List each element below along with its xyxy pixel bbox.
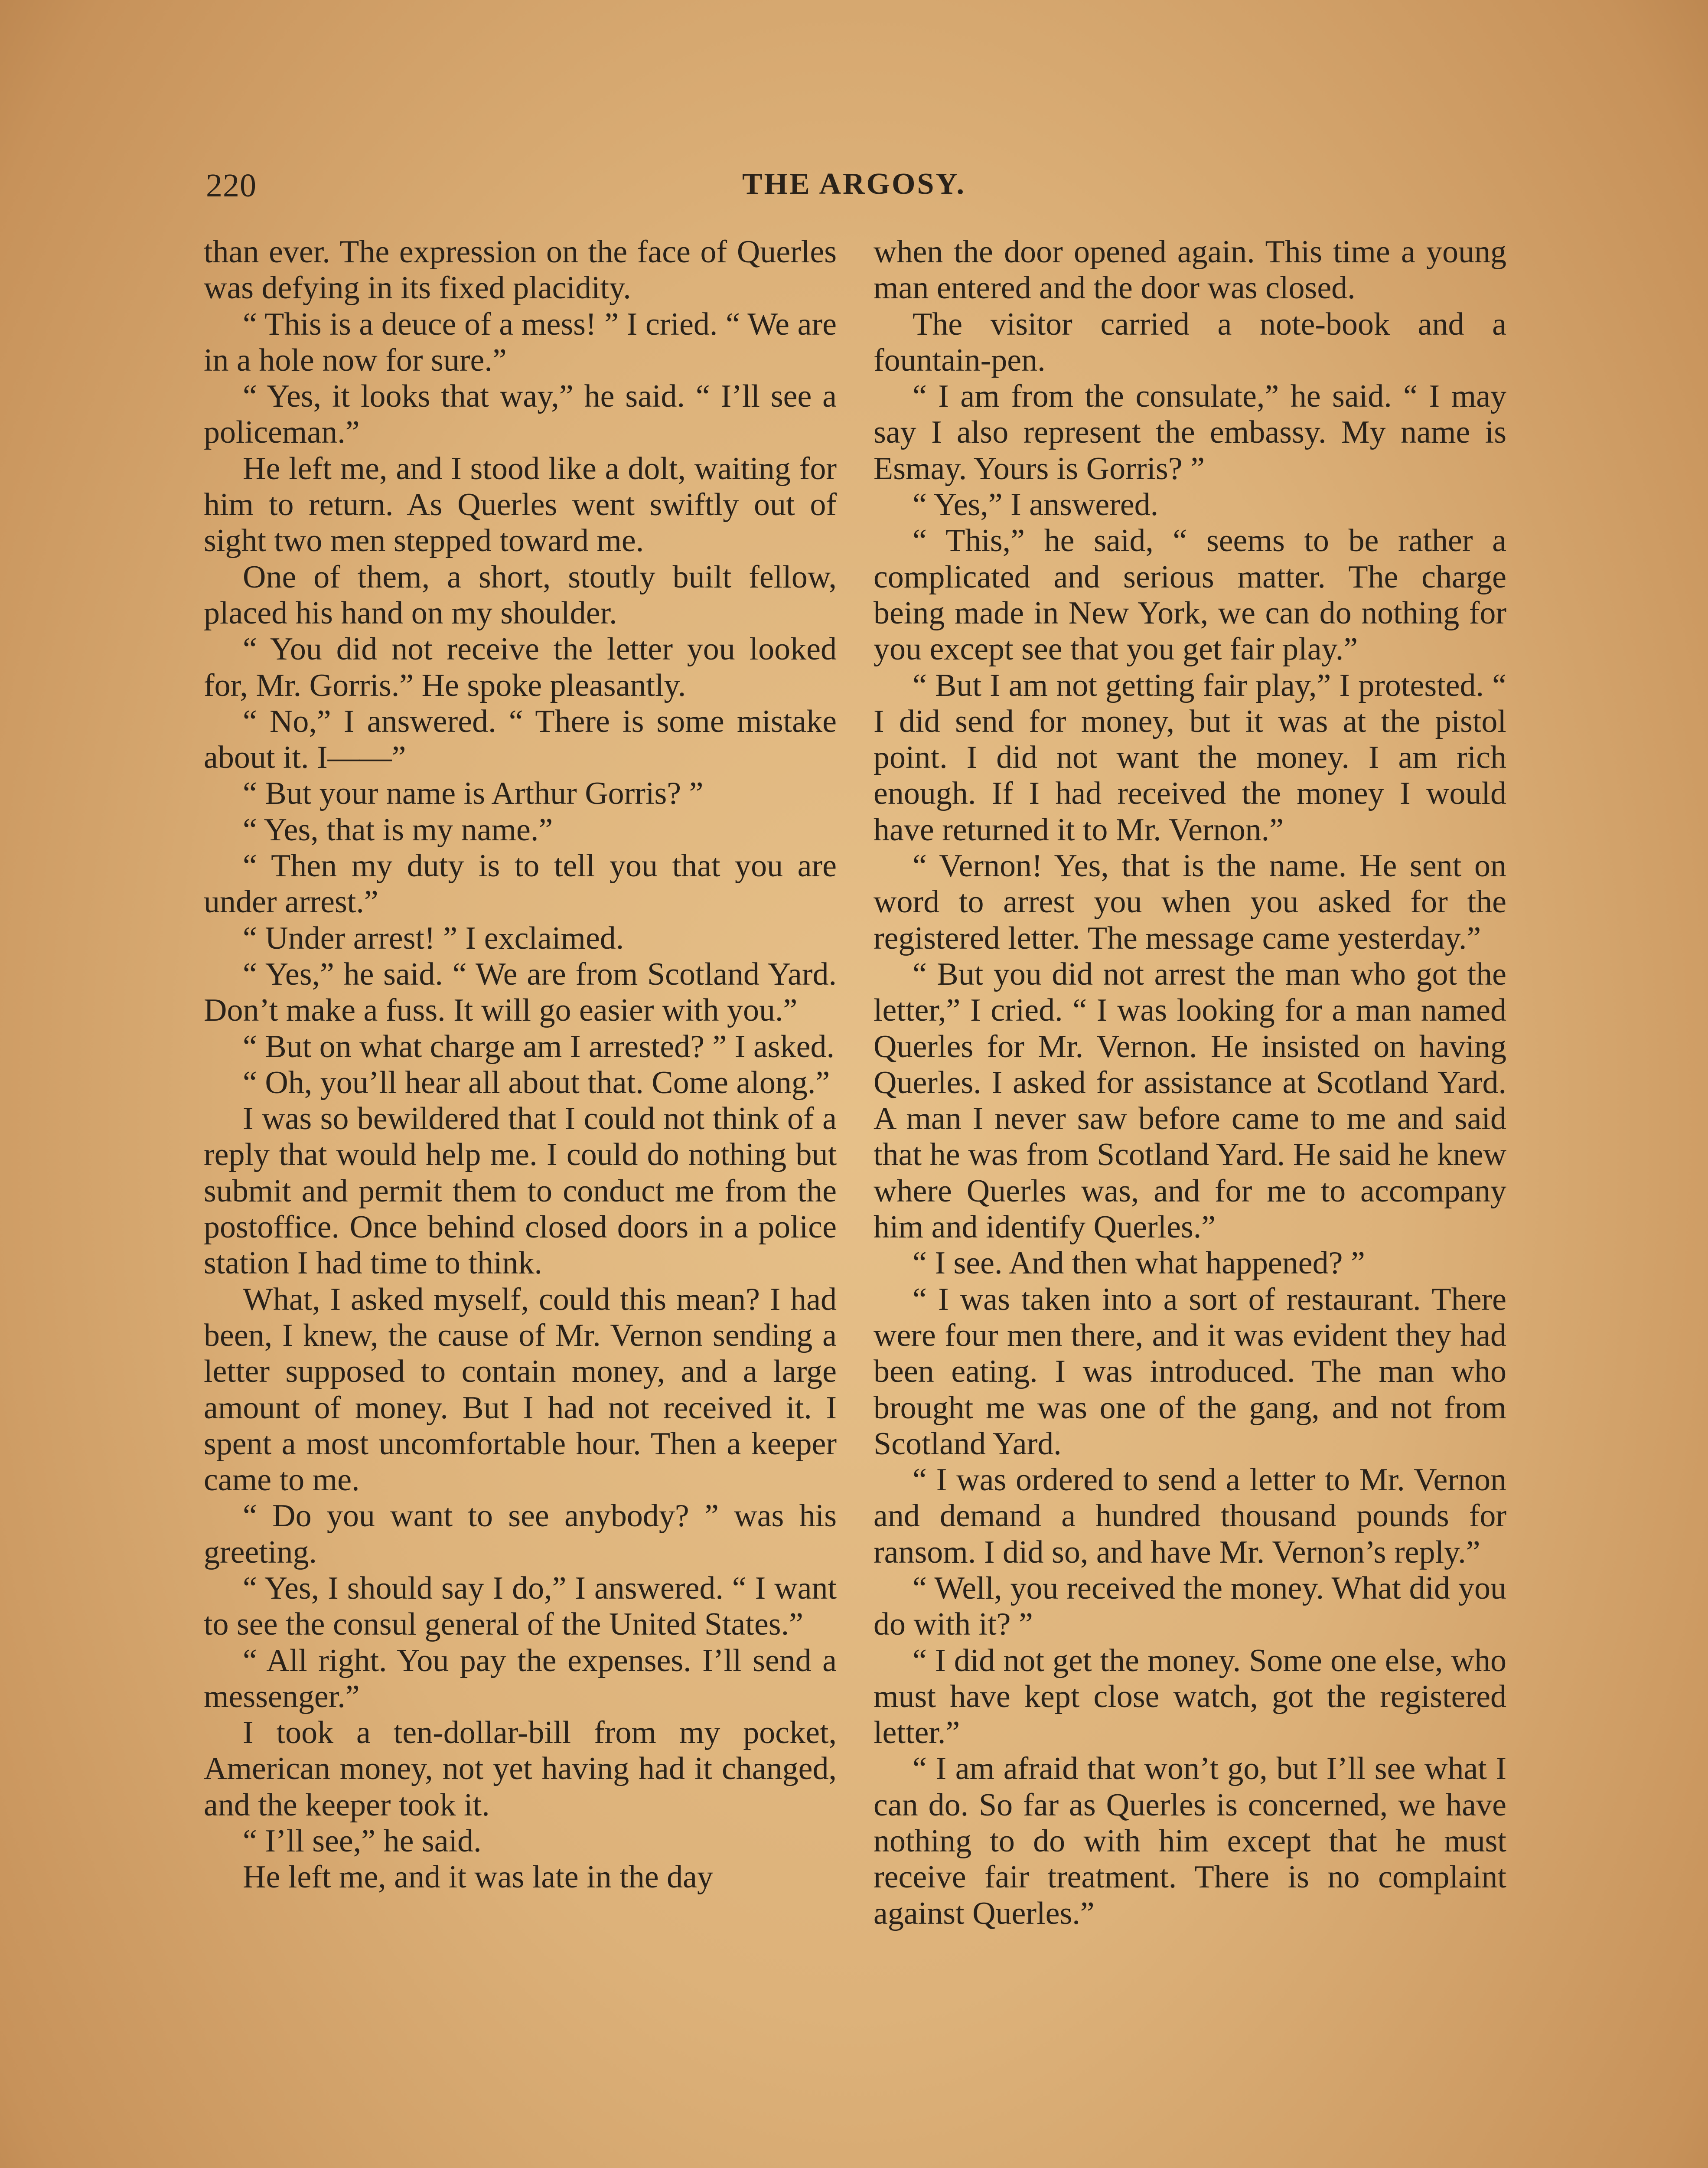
paragraph: “ All right. You pay the expenses. I’ll send a messenger.” bbox=[204, 1642, 837, 1714]
paragraph: when the door opened again. This time a young man entered and the door was closed. bbox=[874, 234, 1506, 306]
paragraph: “ But you did not arrest the man who got the letter,” I cried. “ I was looking for a man named Querles for Mr. Vernon. He insisted on having Querles. I asked for assistance at Scotland Yard. A man I never saw before came to me and said that he was from Scotland Yard. He said he knew where Querles was, and for me to accompany him and identify Querles.” bbox=[874, 956, 1506, 1245]
paragraph: “ No,” I answered. “ There is some mistake about it. I——” bbox=[204, 703, 837, 776]
paragraph: “ I was taken into a sort of restaurant. There were four men there, and it was evident they had been eating. I was introduced. The man who brought me was one of the gang, and not from Scotland Yard. bbox=[874, 1281, 1506, 1462]
paragraph: “ Yes,” I answered. bbox=[913, 487, 1159, 523]
paragraph: “ I see. And then what happened? ” bbox=[913, 1245, 1365, 1281]
paragraph: “ But I am not getting fair play,” I protested. “ I did send for money, but it was at the pistol point. I did not want the money. I am rich enough. If I had received the money I would have returned it to Mr. Vernon.” bbox=[874, 667, 1506, 848]
paragraph: “ I am from the consulate,” he said. “ I may say I also represent the embassy. My name is Esmay. Yours is Gorris? ” bbox=[874, 379, 1506, 486]
right-column bbox=[874, 234, 1506, 1932]
page-number: 220 bbox=[206, 167, 257, 204]
paragraph: One of them, a short, stoutly built fellow, placed his hand on my shoulder. bbox=[204, 559, 837, 631]
paragraph: “ Yes, that is my name.” bbox=[243, 812, 553, 848]
paragraph: “ I did not get the money. Some one else, who must have kept close watch, got the registered letter.” bbox=[874, 1642, 1506, 1751]
paragraph: “ Oh, you’ll hear all about that. Come along.” bbox=[243, 1064, 830, 1100]
paragraph: “ I was ordered to send a letter to Mr. Vernon and demand a hundred thousand pounds for ransom. I did so, and have Mr. Vernon’s reply.” bbox=[874, 1462, 1506, 1570]
paragraph: “ Do you want to see anybody? ” was his greeting. bbox=[204, 1498, 837, 1570]
paragraph: “ Well, you received the money. What did you do with it? ” bbox=[874, 1570, 1506, 1642]
paragraph: “ Vernon! Yes, that is the name. He sent on word to arrest you when you asked for the registered letter. The message came yesterday.” bbox=[874, 848, 1506, 956]
paragraph: He left me, and it was late in the day bbox=[243, 1859, 713, 1895]
running-head: THE ARGOSY. bbox=[742, 167, 966, 201]
paragraph: “ Yes, I should say I do,” I answered. “ I want to see the consul general of the United States.” bbox=[204, 1570, 837, 1642]
paragraph: “ But your name is Arthur Gorris? ” bbox=[243, 776, 704, 812]
paragraph: What, I asked myself, could this mean? I had been, I knew, the cause of Mr. Vernon sending a letter supposed to contain money, and a large amount of money. But I had not received it. I spent a most uncomfortable hour. Then a keeper came to me. bbox=[204, 1281, 837, 1498]
paragraph: I took a ten-dollar-bill from my pocket, American money, not yet having had it changed, and the keeper took it. bbox=[204, 1715, 837, 1823]
page-header bbox=[206, 167, 1502, 215]
paragraph: “ This is a deuce of a mess! ” I cried. “ We are in a hole now for sure.” bbox=[204, 306, 837, 378]
paragraph: “ I’ll see,” he said. bbox=[243, 1823, 482, 1859]
paragraph: The visitor carried a note-book and a fountain-pen. bbox=[874, 306, 1506, 378]
paragraph: “ This,” he said, “ seems to be rather a complicated and serious matter. The charge being made in New York, we can do nothing for you except see that you get fair play.” bbox=[874, 523, 1506, 667]
paragraph: I was so bewildered that I could not think of a reply that would help me. I could do nothing but submit and permit them to conduct me from the postoffice. Once behind closed doors in a police station I had time to think. bbox=[204, 1101, 837, 1281]
paragraph: “ Under arrest! ” I exclaimed. bbox=[243, 920, 624, 956]
paragraph: He left me, and I stood like a dolt, waiting for him to return. As Querles went swiftly out of sight two men stepped toward me. bbox=[204, 451, 837, 559]
paragraph: “ But on what charge am I arrested? ” I asked. bbox=[243, 1028, 834, 1064]
paragraph: “ I am afraid that won’t go, but I’ll see what I can do. So far as Querles is concerned, we have nothing to do with him except that he must receive fair treatment. There is no complaint against Querles.” bbox=[874, 1751, 1506, 1931]
left-column bbox=[204, 234, 837, 1896]
paragraph: than ever. The expression on the face of Querles was defying in its fixed placidity. bbox=[204, 234, 837, 306]
paragraph: “ You did not receive the letter you looked for, Mr. Gorris.” He spoke pleasantly. bbox=[204, 631, 837, 703]
paragraph: “ Then my duty is to tell you that you are under arrest.” bbox=[204, 848, 837, 920]
paragraph: “ Yes, it looks that way,” he said. “ I’ll see a policeman.” bbox=[204, 379, 837, 451]
paragraph: “ Yes,” he said. “ We are from Scotland Yard. Don’t make a fuss. It will go easier with you.” bbox=[204, 956, 837, 1028]
